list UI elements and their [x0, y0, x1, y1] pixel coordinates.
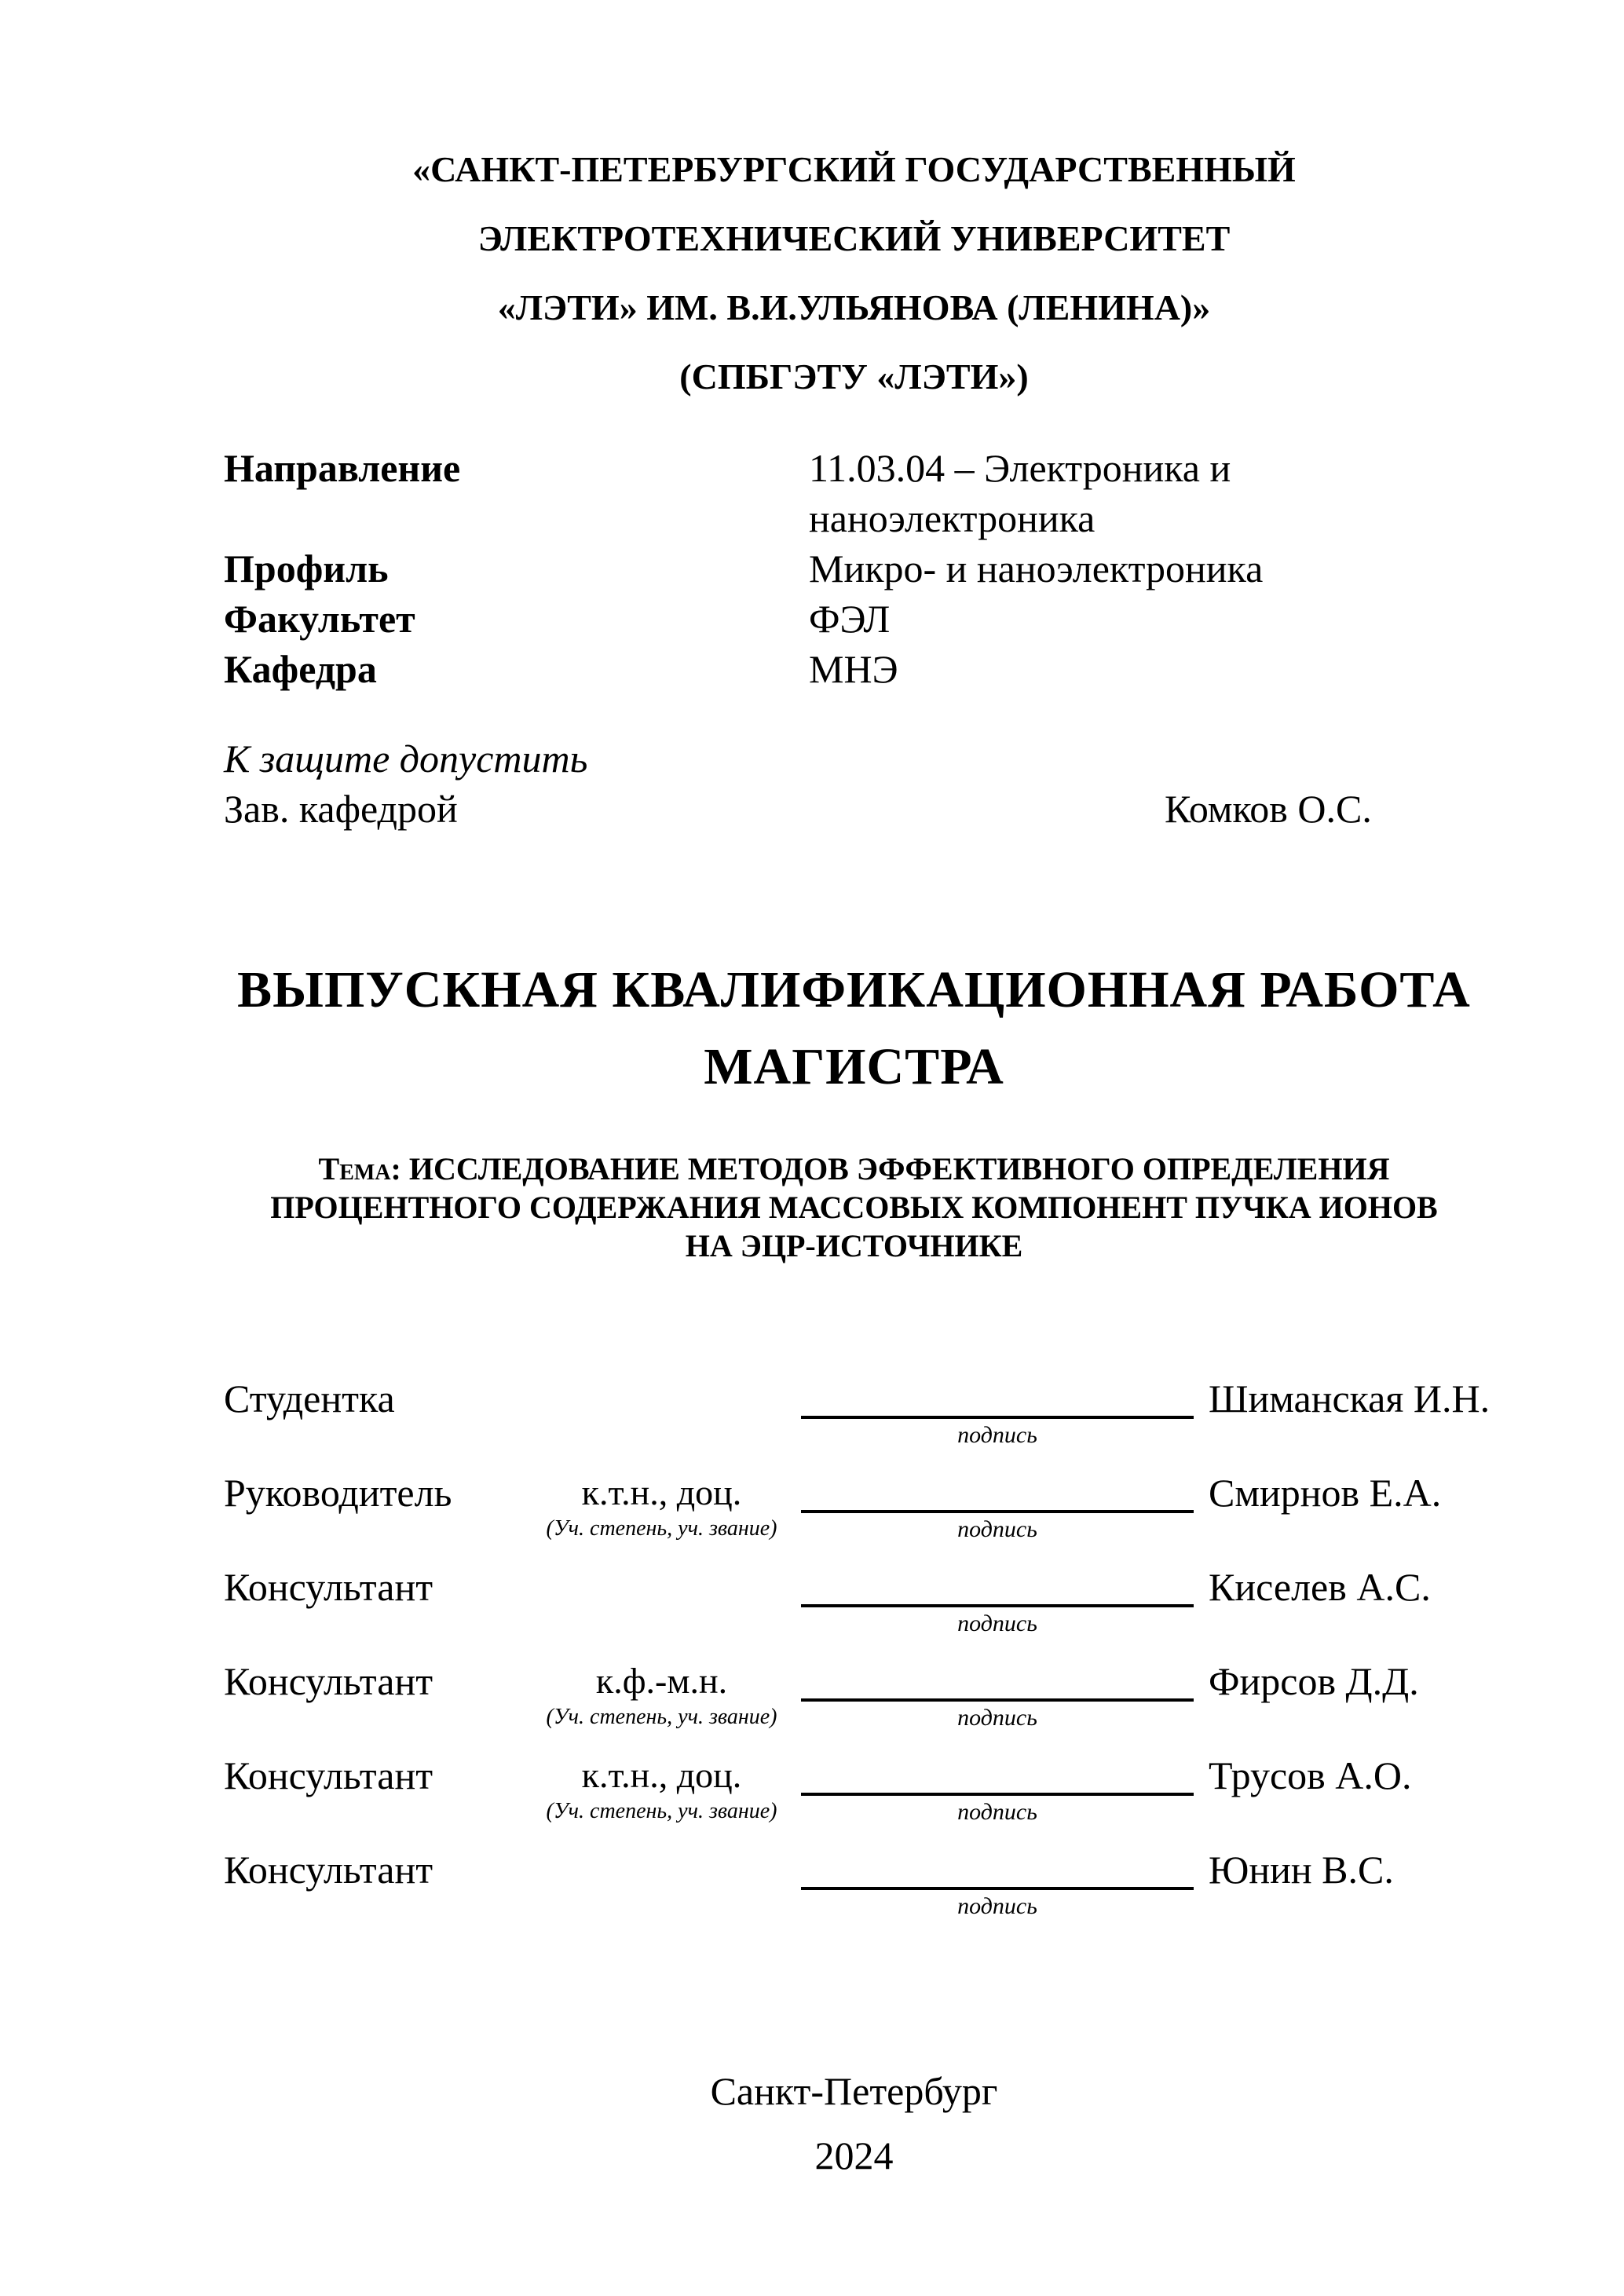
degree-cell [534, 1658, 789, 1733]
topic-heading [224, 1150, 1484, 1265]
signature-cell [789, 1658, 1198, 1733]
field-label: Факультет [224, 597, 415, 641]
signer-name: Юнин В.С. [1209, 1848, 1394, 1892]
info-row-direction [224, 443, 1484, 543]
topic-line: ПРОЦЕНТНОГО СОДЕРЖАНИЯ МАССОВЫХ КОМПОНЕНТ ПУЧКА ИОНОВ [270, 1190, 1438, 1225]
department-head-label: Зав. кафедрой [224, 787, 458, 831]
university-name-line: (СПБГЭТУ «ЛЭТИ») [679, 356, 1029, 397]
signer-name: Фирсов Д.Д. [1209, 1659, 1419, 1703]
signature-cell [789, 1375, 1198, 1450]
signature-row-supervisor [224, 1469, 1484, 1545]
info-row-profile [224, 543, 1484, 594]
city: Санкт-Петербург [710, 2069, 998, 2113]
signer-name: Шиманская И.Н. [1209, 1377, 1490, 1420]
work-title-line: ВЫПУСКНАЯ КВАЛИФИКАЦИОННАЯ РАБОТА [237, 961, 1471, 1018]
signature-cell [789, 1469, 1198, 1545]
signature-caption: подпись [957, 1893, 1037, 1919]
field-value: Микро- и наноэлектроника [809, 547, 1264, 590]
footer [224, 2059, 1484, 2188]
field-label: Кафедра [224, 647, 377, 691]
degree-text: к.т.н., доц. [581, 1755, 742, 1795]
admission-note: К защите допустить [224, 737, 588, 781]
signature-block [224, 1375, 1490, 1921]
signature-line [801, 1658, 1194, 1702]
signature-caption: подпись [957, 1422, 1037, 1448]
signature-caption: подпись [957, 1705, 1037, 1731]
signature-row-consultant [224, 1752, 1484, 1827]
signature-line [801, 1752, 1194, 1796]
program-info [224, 443, 1484, 694]
university-name-line: ЭЛЕКТРОТЕХНИЧЕСКИЙ УНИВЕРСИТЕТ [477, 218, 1231, 258]
role-label: Консультант [224, 1659, 433, 1703]
topic-line [224, 1150, 1484, 1188]
field-value: 11.03.04 – Электроника и наноэлектроника [809, 446, 1231, 540]
degree-text: к.т.н., доц. [581, 1472, 742, 1512]
field-label: Направление [224, 446, 461, 490]
signature-caption: подпись [957, 1516, 1037, 1542]
signature-line [801, 1563, 1194, 1607]
degree-cell [534, 1752, 789, 1827]
signature-cell [789, 1563, 1198, 1639]
signature-caption: подпись [957, 1610, 1037, 1636]
signature-line [801, 1375, 1194, 1419]
role-label: Студентка [224, 1377, 395, 1420]
degree-cell [534, 1563, 789, 1639]
degree-cell [534, 1846, 789, 1921]
field-value: ФЭЛ [809, 597, 891, 641]
role-label: Консультант [224, 1848, 433, 1892]
signature-row-consultant [224, 1563, 1484, 1639]
role-label: Консультант [224, 1753, 433, 1797]
page-content [224, 0, 1490, 2188]
signature-line [801, 1846, 1194, 1890]
degree-cell [534, 1375, 789, 1450]
info-row-faculty [224, 594, 1484, 644]
degree-hint: (Уч. степень, уч. звание) [546, 1516, 777, 1541]
degree-hint: (Уч. степень, уч. звание) [546, 1799, 777, 1823]
work-title [224, 952, 1484, 1106]
signature-row-consultant [224, 1658, 1484, 1733]
university-header [224, 0, 1484, 411]
signer-name: Смирнов Е.А. [1209, 1471, 1442, 1515]
signature-cell [789, 1752, 1198, 1827]
info-row-department [224, 644, 1484, 694]
signer-name: Трусов А.О. [1209, 1753, 1412, 1797]
signature-row-student [224, 1375, 1490, 1450]
topic-prefix: Тема: [318, 1151, 401, 1186]
field-label: Профиль [224, 547, 389, 590]
signature-cell [789, 1846, 1198, 1921]
department-head-row [224, 784, 1484, 834]
signature-line [801, 1469, 1194, 1513]
degree-hint: (Уч. степень, уч. звание) [546, 1705, 777, 1729]
university-name-line: «ЛЭТИ» ИМ. В.И.УЛЬЯНОВА (ЛЕНИНА)» [497, 287, 1211, 327]
topic-text: ИССЛЕДОВАНИЕ МЕТОДОВ ЭФФЕКТИВНОГО ОПРЕДЕЛЕНИЯ [408, 1151, 1390, 1186]
field-value: МНЭ [809, 647, 898, 691]
role-label: Руководитель [224, 1471, 452, 1515]
topic-line: НА ЭЦР-ИСТОЧНИКЕ [685, 1228, 1023, 1263]
work-title-line: МАГИСТРА [704, 1038, 1004, 1095]
signature-caption: подпись [957, 1799, 1037, 1825]
university-name-line: «САНКТ-ПЕТЕРБУРГСКИЙ ГОСУДАРСТВЕННЫЙ [412, 149, 1296, 189]
degree-text: к.ф.-м.н. [595, 1661, 728, 1701]
department-head-name: Комков О.С. [1165, 787, 1372, 831]
signer-name: Киселев А.С. [1209, 1565, 1431, 1609]
year: 2024 [814, 2133, 894, 2177]
signature-row-consultant [224, 1846, 1484, 1921]
admission-block [224, 733, 1484, 834]
degree-cell [534, 1469, 789, 1545]
role-label: Консультант [224, 1565, 433, 1609]
